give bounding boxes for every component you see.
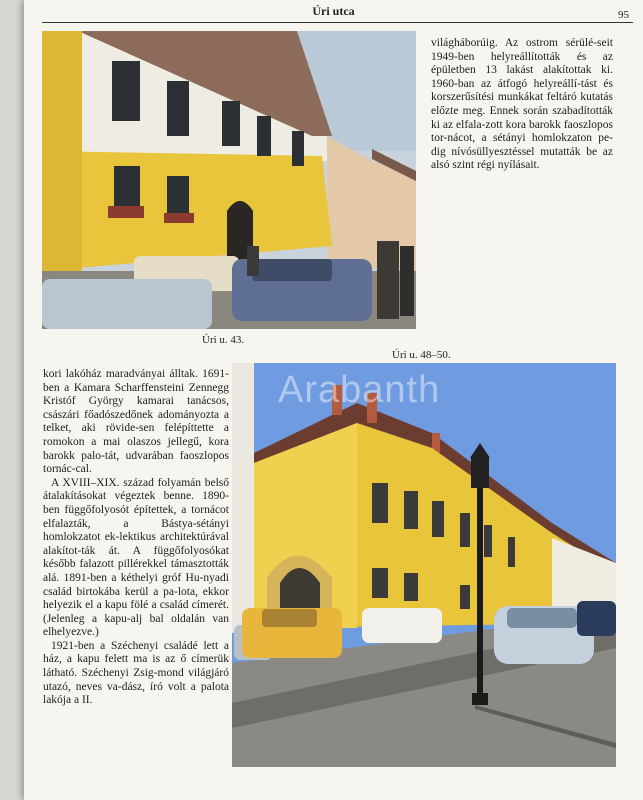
paragraph: A XVIII–XIX. század folyamán belső átalakításokat végeztek benne. 1890-ben függőfolyosót építettek, a tornácot elfalazták, a Bástya-sétányi homlokzatot ek-lektikus architektúrával alakítot-ták át. A függőfolyosókat később falazott pillérekkel támasztották alá. 1891-ben a kéthelyi gróf Hu-nyadi család birtokába kerül a pa-lota, ekkor helyezik el a kapu fölé a család címerét. (Jelenleg a kapu-alj bal oldalán van elhelyezve.) [43, 476, 229, 639]
page-number: 95 [618, 9, 629, 21]
running-title: Úri utca [312, 4, 355, 18]
photo-uri-48-50 [232, 363, 616, 767]
header-rule [42, 22, 633, 23]
paragraph: 1921-ben a Széchenyi családé lett a ház, a kapu felett ma is az ő címerük látható. Széchenyi Zsig-mond világjáró utazó, neves va-dász, író volt a palota lakója a II. [43, 639, 229, 707]
watermark: Arabanth [278, 369, 441, 411]
photo-uri-48-50-image [232, 363, 616, 767]
photo-2-caption: Úri u. 48–50. [392, 349, 451, 361]
text-column-left-bottom [43, 368, 229, 708]
paragraph: kori lakóház maradványai álltak. 1691-ben a Kamara Scharffensteini Zennegg Kristóf György kamarai tanácsos, császári főadószedőnek adományozta a telket, aki rövide-sen felépíttette a romokon a mai olaszos jellegű, kora barokk palo-tát, udvarában faoszlopos tornác-cal. [43, 368, 229, 476]
photo-uri-43 [42, 31, 416, 329]
photo-uri-43-image [42, 31, 416, 329]
paragraph: világháborúig. Az ostrom sérülé-seit 1949-ben helyreállították és az épületben 13 lakást alakítottak ki. 1960-ban az átfogó helyreállí-tást és korszerűsítési munkákat feltáró kutatás előzte meg. Ennek során szabadították ki az elfala-zott kora barokk faoszlopos tor-nácot, a sétányi homlokzaton pe-dig nívósüllyesztéssel mutatták be az alsó szint régi nyílásait. [431, 37, 613, 172]
book-page [24, 0, 643, 800]
photo-1-caption: Úri u. 43. [202, 334, 245, 346]
text-column-right-top [431, 37, 613, 173]
